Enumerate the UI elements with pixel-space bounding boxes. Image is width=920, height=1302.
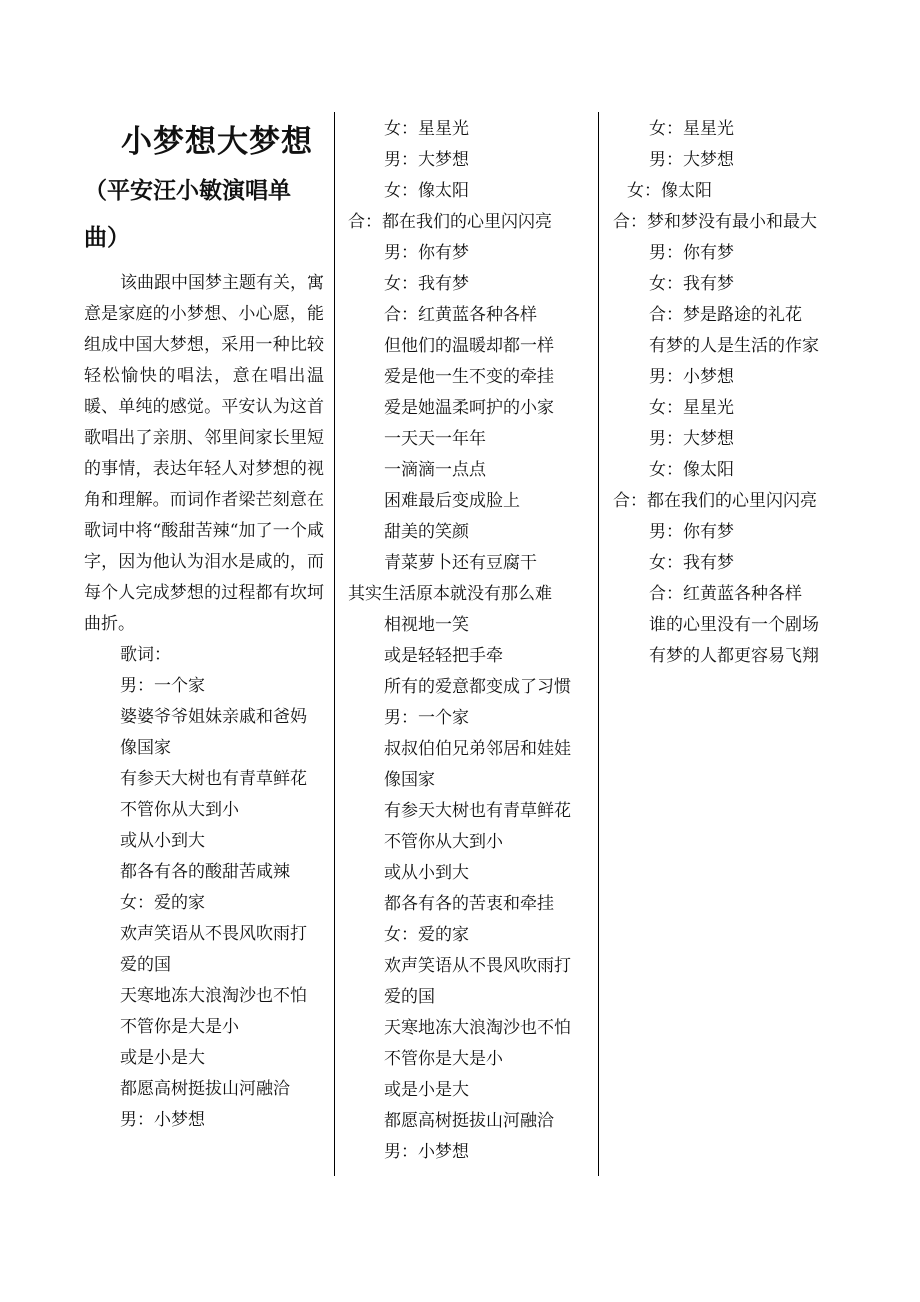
lyric-line: 女：我有梦 — [649, 274, 734, 294]
lyric-line: 困难最后变成脸上 — [384, 491, 520, 511]
lyric-line: 甜美的笑颜 — [384, 522, 469, 542]
lyric-line: 都愿高树挺拔山河融洽 — [384, 1111, 554, 1131]
lyric-line: 歌词： — [120, 645, 171, 665]
lyric-line: 或从小到大 — [384, 863, 469, 883]
lyrics-column-2 — [348, 114, 588, 1168]
lyric-line: 天寒地冻大浪淘沙也不怕 — [120, 986, 307, 1006]
lyric-line: 都各有各的酸甜苦咸辣 — [120, 862, 290, 882]
song-intro: 该曲跟中国梦主题有关，寓意是家庭的小梦想、小心愿，能组成中国大梦想，采用一种比较轻松愉快的唱法，意在唱出温暖、单纯的感觉。平安认为这首歌唱出了亲朋、邻里间家长里短的事情，表达年轻人对梦想的视角和理解。而词作者梁芒刻意在歌词中将“酸甜苦辣“加了一个咸字，因为他认为泪水是咸的，而每个人完成梦想的过程都有坎坷曲折。 — [84, 273, 324, 634]
column-1 — [84, 114, 324, 1136]
lyric-line: 合：都在我们的心里闪闪亮 — [613, 491, 817, 511]
lyric-line: 不管你是大是小 — [120, 1017, 239, 1037]
lyric-line: 或从小到大 — [120, 831, 205, 851]
lyric-line: 一滴滴一点点 — [384, 460, 486, 480]
lyric-line: 爱的国 — [384, 987, 435, 1007]
lyric-line: 像国家 — [120, 738, 171, 758]
lyric-line: 所有的爱意都变成了习惯 — [384, 677, 571, 697]
lyric-line: 有梦的人是生活的作家 — [649, 336, 819, 356]
lyric-line: 女：像太阳 — [384, 181, 469, 201]
lyric-line: 不管你是大是小 — [384, 1049, 503, 1069]
lyrics-column-3 — [613, 114, 853, 672]
song-title: 小梦想大梦想 — [121, 124, 313, 160]
column-divider-1 — [334, 112, 335, 1176]
lyric-line: 有参天大树也有青草鲜花 — [120, 769, 307, 789]
lyric-line: 都各有各的苦衷和牵挂 — [384, 894, 554, 914]
lyric-line: 女：爱的家 — [384, 925, 469, 945]
lyric-line: 男：你有梦 — [649, 522, 734, 542]
lyric-line: 有参天大树也有青草鲜花 — [384, 801, 571, 821]
lyric-line: 都愿高树挺拔山河融洽 — [120, 1079, 290, 1099]
lyric-line: 女：爱的家 — [120, 893, 205, 913]
lyric-line: 女：星星光 — [649, 398, 734, 418]
lyric-line: 女：像太阳 — [649, 460, 734, 480]
lyric-line: 爱是她温柔呵护的小家 — [384, 398, 554, 418]
lyric-line: 男：小梦想 — [120, 1110, 205, 1130]
lyric-line: 男：你有梦 — [384, 243, 469, 263]
lyric-line: 婆婆爷爷姐妹亲戚和爸妈 — [120, 707, 307, 727]
lyric-line: 男：你有梦 — [649, 243, 734, 263]
lyric-line: 像国家 — [384, 770, 435, 790]
lyric-line: 青菜萝卜还有豆腐干 — [384, 553, 537, 573]
lyric-line: 不管你从大到小 — [384, 832, 503, 852]
lyric-line: 欢声笑语从不畏风吹雨打 — [120, 924, 307, 944]
lyric-line: 不管你从大到小 — [120, 800, 239, 820]
lyrics-column-1 — [84, 640, 324, 1136]
lyric-line: 有梦的人都更容易飞翔 — [649, 646, 819, 666]
lyric-line: 或是小是大 — [384, 1080, 469, 1100]
lyric-line: 女：我有梦 — [384, 274, 469, 294]
lyric-line: 男：小梦想 — [384, 1142, 469, 1162]
lyric-line: 或是小是大 — [120, 1048, 205, 1068]
lyric-line: 爱是他一生不变的牵挂 — [384, 367, 554, 387]
lyric-line: 男：一个家 — [384, 708, 469, 728]
lyric-line: 女：星星光 — [649, 119, 734, 139]
lyric-line: 一天天一年年 — [384, 429, 486, 449]
lyric-line: 天寒地冻大浪淘沙也不怕 — [384, 1018, 571, 1038]
lyric-line: 其实生活原本就没有那么难 — [348, 584, 552, 604]
lyric-line: 合：红黄蓝各种各样 — [649, 584, 802, 604]
lyric-line: 或是轻轻把手牵 — [384, 646, 503, 666]
lyric-line: 相视地一笑 — [384, 615, 469, 635]
lyric-line: 男：小梦想 — [649, 367, 734, 387]
lyric-line: 女：星星光 — [384, 119, 469, 139]
lyric-line: 女：我有梦 — [649, 553, 734, 573]
lyric-line: 合：梦和梦没有最小和最大 — [613, 212, 817, 232]
lyric-line: 女：像太阳 — [627, 181, 712, 201]
song-subtitle: （平安汪小敏演唱单曲） — [84, 178, 291, 251]
lyric-line: 合：梦是路途的礼花 — [649, 305, 802, 325]
lyric-line: 男：大梦想 — [649, 150, 734, 170]
lyric-line: 爱的国 — [120, 955, 171, 975]
lyric-line: 男：大梦想 — [384, 150, 469, 170]
lyric-line: 男：大梦想 — [649, 429, 734, 449]
lyric-line: 但他们的温暖却都一样 — [384, 336, 554, 356]
lyric-line: 叔叔伯伯兄弟邻居和娃娃 — [384, 739, 571, 759]
lyric-line: 男：一个家 — [120, 676, 205, 696]
lyric-line: 谁的心里没有一个剧场 — [649, 615, 819, 635]
lyric-line: 合：都在我们的心里闪闪亮 — [348, 212, 552, 232]
lyric-line: 欢声笑语从不畏风吹雨打 — [384, 956, 571, 976]
lyric-line: 合：红黄蓝各种各样 — [384, 305, 537, 325]
column-divider-2 — [598, 112, 599, 1176]
